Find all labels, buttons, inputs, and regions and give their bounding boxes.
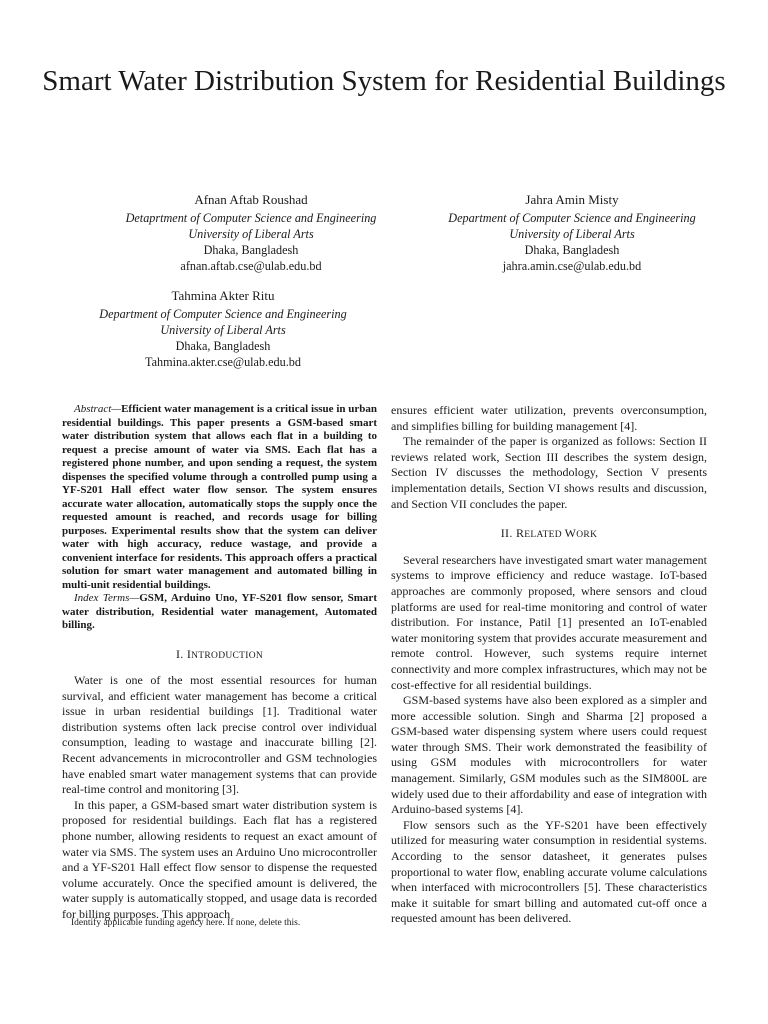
author-name: Afnan Aftab Roushad	[194, 192, 308, 207]
section-heading-related-work: II. RELATED WORK	[500, 526, 598, 541]
author-department: Department of Computer Science and Engineering	[99, 307, 347, 321]
index-terms-text: GSM, Arduino Uno, YF-S201 flow sensor, Smart water distribution, Residential water management, Automated billing.	[62, 592, 377, 631]
author-block-2	[422, 192, 722, 274]
author-name: Tahmina Akter Ritu	[171, 288, 275, 303]
author-block-1	[58, 192, 444, 274]
author-email: jahra.amin.cse@ulab.edu.bd	[502, 259, 642, 273]
author-email: afnan.aftab.cse@ulab.edu.bd	[180, 259, 322, 273]
paper-title: Smart Water Distribution System for Residential Buildings	[42, 65, 726, 97]
section-heading-introduction: I. INTRODUCTION	[175, 646, 264, 661]
author-name: Jahra Amin Misty	[525, 192, 619, 207]
author-block-3	[60, 288, 386, 370]
author-university: University of Liberal Arts	[188, 227, 314, 241]
paragraph: Water is one of the most essential resources for human survival, and efficient water management has become a critical issue in urban residential buildings [1]. Traditional water distribution systems often lack precise control over individual consumption, leading to wastage and inaccurate billing [2]. Recent advancements in microcontroller and GSM technologies have enabled smart water management systems that can provide real-time control and monitoring [3].	[62, 673, 377, 797]
footnote: Identify applicable funding agency here. If none, delete this.	[71, 918, 301, 928]
paragraph: The remainder of the paper is organized as follows: Section II reviews related work, Section III describes the system design, Section IV discusses the methodology, Section V presents implementation details, Section VI shows results and discussion, and Section VII concludes the paper.	[391, 434, 707, 511]
paragraph: In this paper, a GSM-based smart water distribution system is proposed for residential buildings. Each flat has a registered phone number, allowing residents to request an exact amount of water via SMS. The system uses an Arduino Uno microcontroller and a YF-S201 Hall effect flow sensor to dispense the requested volume accurately. Once the specified amount is delivered, the water supply is automatically stopped, and usage data is recorded for billing purposes. This approach	[62, 797, 377, 921]
author-email: Tahmina.akter.cse@ulab.edu.bd	[145, 355, 301, 369]
author-city: Dhaka, Bangladesh	[175, 339, 271, 353]
paragraph: Several researchers have investigated smart water management systems to improve efficiency and reduce wastage. IoT-based approaches are commonly proposed, where sensors and cloud platforms are used for real-time monitoring and control of water distribution. For instance, Patil [1] presented an IoT-enabled water monitoring system that provides accurate measurement and remote control. However, such systems require internet connectivity and more complex infrastructures, which may not be cost-effective for all residential buildings.	[391, 552, 707, 692]
author-city: Dhaka, Bangladesh	[203, 243, 299, 257]
paragraph-continued: ensures efficient water utilization, prevents overconsumption, and simplifies billing for building management [4].	[391, 403, 707, 433]
right-column	[391, 403, 707, 927]
index-terms	[62, 592, 377, 633]
left-column	[62, 403, 377, 923]
abstract-text: Efficient water management is a critical issue in urban residential buildings. This paper presents a GSM-based smart water distribution system that allows each flat in a building to request a precise amount of water via SMS. Each flat has a registered phone number, and upon sending a request, the system dispenses the specified volume through a controlled pump using a YF-S201 Hall effect water flow sensor. The system ensures accurate water allocation, automatically stops the supply once the requested amount is reached, and records usage for billing purposes. Experimental results show that the system can deliver water with high accuracy, reduce wastage, and provide a convenient interface for residents. This approach offers a practical solution for smart water management and automated billing in multi-unit residential buildings.	[62, 403, 377, 591]
author-city: Dhaka, Bangladesh	[524, 243, 620, 257]
author-department: Detaprtment of Computer Science and Engineering	[125, 211, 377, 225]
paragraph: GSM-based systems have also been explored as a simpler and more accessible solution. Singh and Sharma [2] proposed a GSM-based water dispensing system where users could request water through SMS. Their work demonstrated the feasibility of using GSM modules with microcontrollers for water management. Similarly, GSM modules such as the SIM800L are widely used due to their affordability and ease of integration with Arduino-based systems [4].	[391, 693, 707, 817]
author-university: University of Liberal Arts	[509, 227, 635, 241]
author-university: University of Liberal Arts	[160, 323, 286, 337]
abstract-lead: Abstract—	[74, 403, 122, 415]
abstract	[62, 403, 377, 592]
author-department: Department of Computer Science and Engineering	[448, 211, 696, 225]
paragraph: Flow sensors such as the YF-S201 have been effectively utilized for measuring water consumption in residential systems. According to the sensor datasheet, it generates pulses proportional to water flow, enabling accurate volume calculations when interfaced with microcontrollers [5]. These characteristics make it suitable for smart billing and automated cut-off once a requested amount has been delivered.	[391, 817, 707, 926]
index-terms-lead: Index Terms—	[74, 592, 140, 604]
